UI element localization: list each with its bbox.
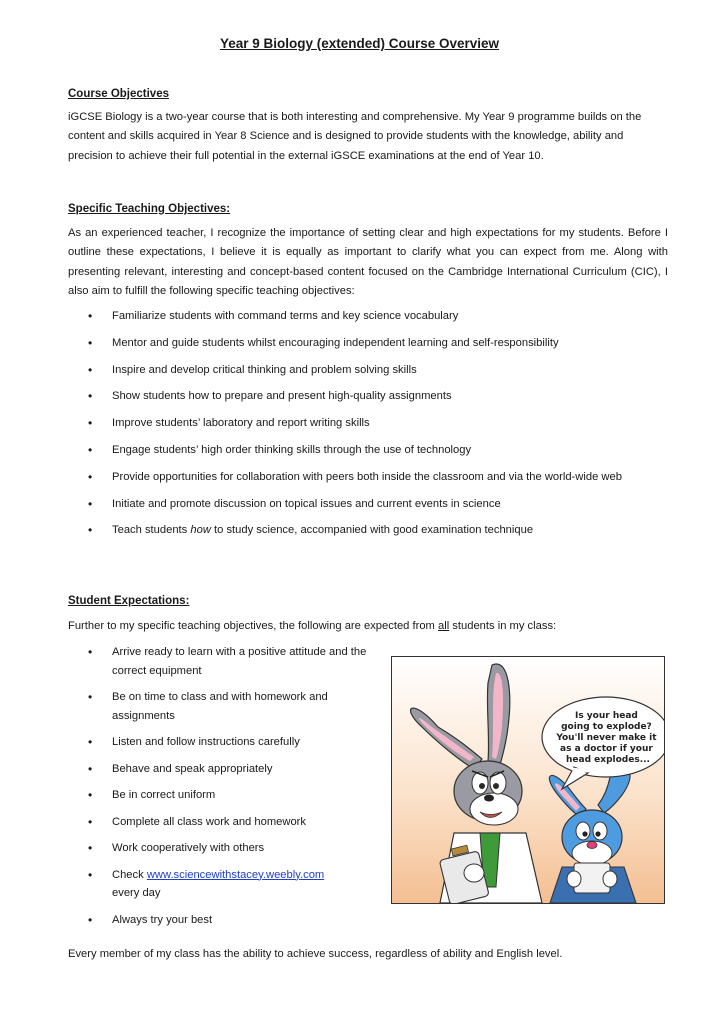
list-item: • Complete all class work and homework	[68, 813, 388, 832]
teaching-objectives-intro: As an experienced teacher, I recognize the importance of setting clear and high expectations for my students. Before I outline these expectations, I believe it is equally as important to clarify what you can expect from me. Along with presenting relevant, interesting and concept-based content focused on the Cambridge International Curriculum (CIC), I also aim to fulfill the following specific teaching objectives:	[68, 227, 668, 297]
course-objectives-text: iGCSE Biology is a two-year course that is both interesting and comprehensive. My Year 9 programme builds on the content and skills acquired in Year 8 Science and is designed to provide students with the knowledge, ability and precision to achieve their full potential in the external iGSCE examinations at the end of Year 10.	[68, 111, 642, 162]
list-item: • Listen and follow instructions carefully	[68, 733, 388, 752]
list-item-text: every day	[112, 887, 161, 899]
list-item: • Be on time to class and with homework and assignments	[68, 688, 388, 725]
list-item: • Always try your best	[68, 911, 388, 930]
list-item	[68, 521, 668, 540]
emphasis-how: how	[190, 524, 211, 537]
intro-text: Further to my specific teaching objectives, the following are expected from	[68, 620, 438, 632]
speech-line: as a doctor if your	[560, 744, 653, 754]
cartoon-drawing	[392, 657, 664, 903]
list-item-text: to study science, accompanied with good examination technique	[210, 524, 534, 537]
list-item: • Engage students’ high order thinking skills through the use of technology	[68, 441, 668, 460]
list-item: • Work cooperatively with others	[68, 839, 388, 858]
list-item	[68, 866, 388, 903]
teaching-objectives-heading: Specific Teaching Objectives:	[68, 203, 231, 215]
student-expectations-heading: Student Expectations:	[68, 595, 190, 607]
list-item: • Arrive ready to learn with a positive attitude and the correct equipment	[68, 643, 388, 680]
intro-text: students in my class:	[449, 620, 557, 632]
list-item: • Improve students’ laboratory and report writing skills	[68, 414, 668, 433]
speech-line: Is your head	[574, 711, 638, 721]
course-objectives-heading: Course Objectives	[68, 88, 169, 100]
list-item: • Be in correct uniform	[68, 786, 388, 805]
list-item: • Familiarize students with command terms and key science vocabulary	[68, 307, 668, 326]
list-item-text: Teach students	[112, 524, 191, 537]
student-expectations-list	[68, 643, 388, 937]
list-item: • Behave and speak appropriately	[68, 760, 388, 779]
cartoon-illustration	[391, 656, 665, 904]
speech-line: going to explode?	[561, 722, 652, 732]
website-link[interactable]: www.sciencewithstacey.weebly.com	[146, 868, 325, 881]
emphasis-all: all	[438, 620, 450, 632]
list-item: • Provide opportunities for collaboration with peers both inside the classroom and via the world-wide web	[68, 468, 668, 487]
speech-line: You'll never make it	[556, 733, 657, 743]
speech-line: head explodes...	[566, 755, 650, 765]
list-item-text: Check	[112, 868, 147, 881]
list-item: • Inspire and develop critical thinking and problem solving skills	[68, 361, 668, 380]
list-item: • Initiate and promote discussion on topical issues and current events in science	[68, 495, 668, 514]
list-item: • Show students how to prepare and present high-quality assignments	[68, 387, 668, 406]
teaching-objectives-list	[68, 307, 668, 548]
page-title: Year 9 Biology (extended) Course Overview	[219, 36, 500, 51]
student-expectations-intro	[68, 617, 668, 636]
list-item: • Mentor and guide students whilst encouraging independent learning and self-responsibility	[68, 334, 668, 353]
closing-statement: Every member of my class has the ability to achieve success, regardless of ability and English level.	[68, 948, 563, 960]
